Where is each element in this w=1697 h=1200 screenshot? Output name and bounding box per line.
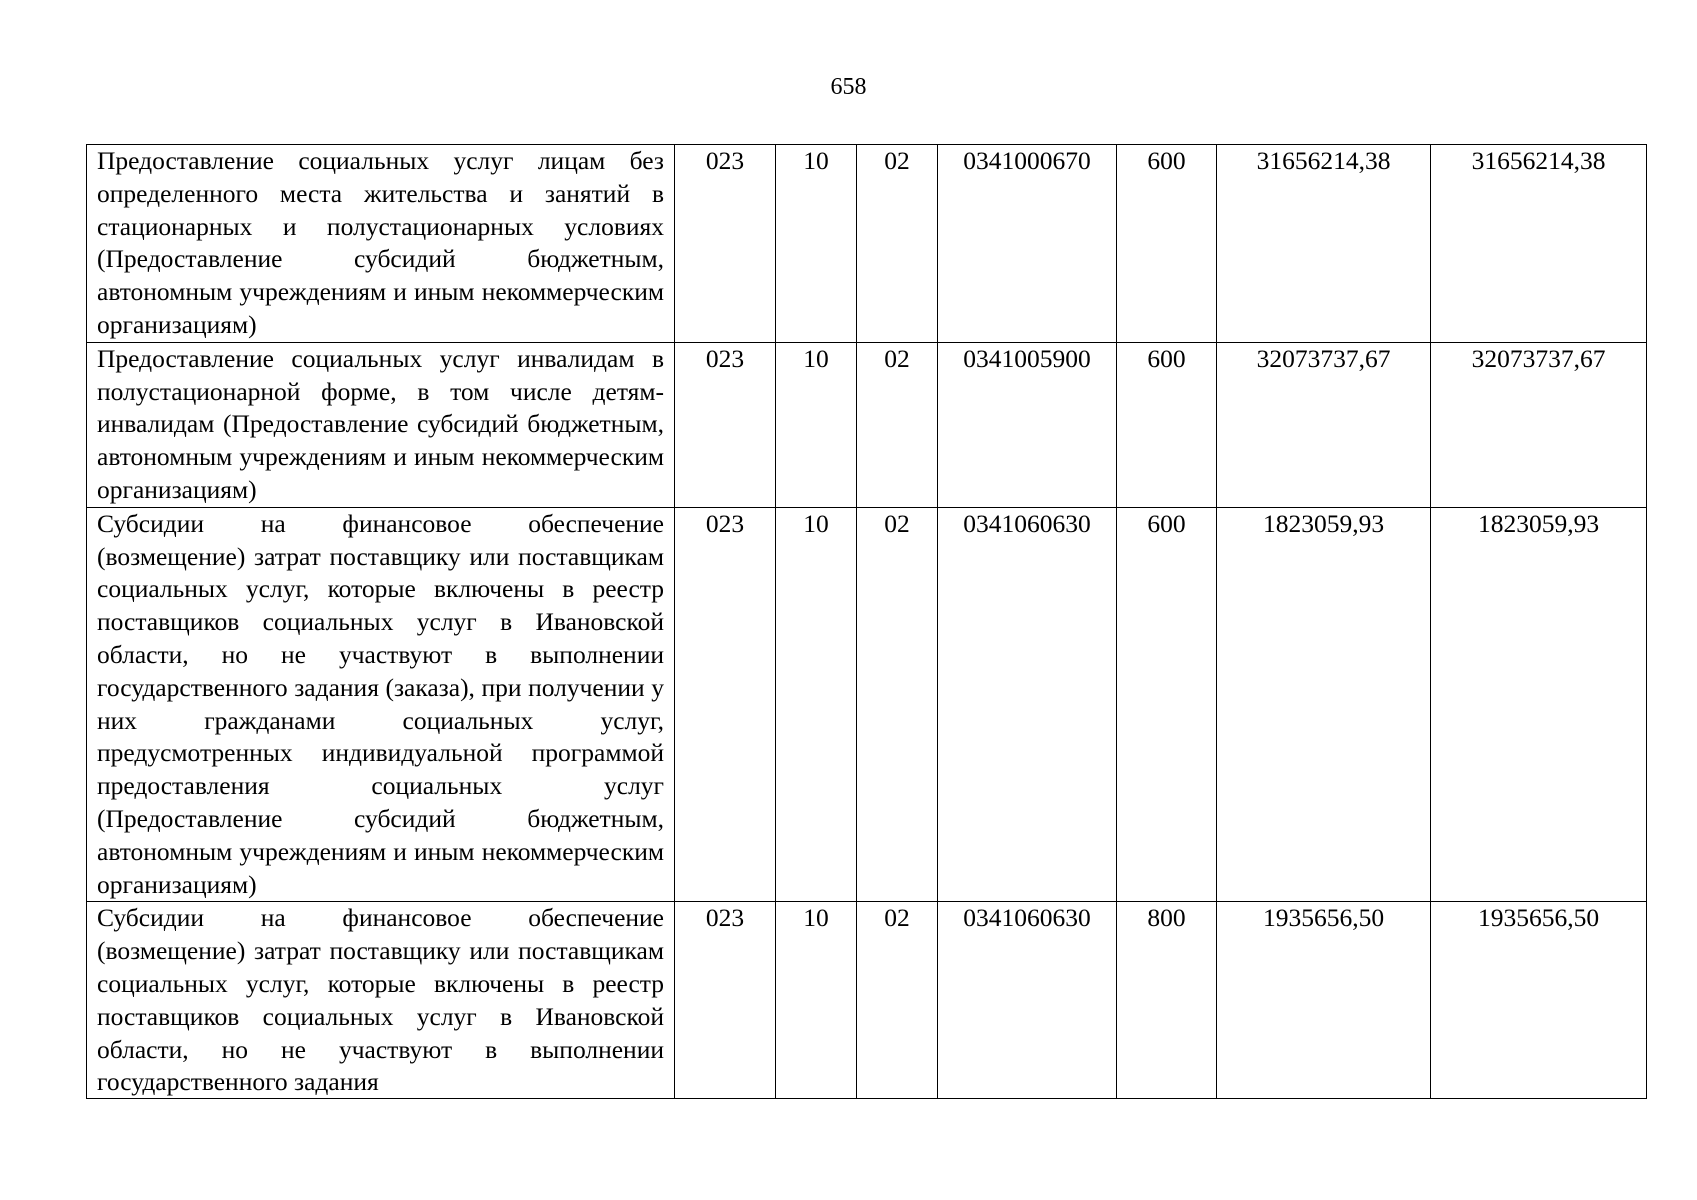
description-text: Предоставление социальных услуг лицам без определенного места жительства и занятий в стационарных и полустационарных условиях (Предоставление субсидий бюджетным, автономным учреждениям и иным некоммерческим организациям) — [97, 146, 664, 339]
ministry-code-text: 023 — [705, 146, 745, 175]
table-row — [87, 145, 1647, 343]
target-article-cell — [938, 145, 1117, 343]
amount-1-cell — [1217, 145, 1431, 343]
subsection-code-text: 02 — [884, 903, 910, 933]
ministry-code-cell — [675, 902, 776, 1099]
ministry-code-text: 023 — [705, 343, 745, 373]
amount-1-cell — [1217, 507, 1431, 902]
amount-1-text: 32073737,67 — [1256, 343, 1391, 373]
subsection-code-text: 02 — [884, 508, 910, 538]
amount-2-text: 31656214,38 — [1471, 146, 1606, 175]
section-code-text: 10 — [803, 508, 829, 538]
target-article-text: 0341060630 — [963, 508, 1091, 538]
table-row — [87, 902, 1647, 1099]
amount-2-cell — [1431, 902, 1647, 1099]
expense-type-text: 600 — [1147, 343, 1186, 373]
budget-table — [86, 144, 1647, 1099]
subsection-code-cell — [857, 507, 938, 902]
expense-type-cell — [1117, 342, 1217, 507]
section-code-text: 10 — [803, 903, 829, 933]
subsection-code-cell — [857, 342, 938, 507]
amount-1-text: 1935656,50 — [1262, 903, 1385, 933]
description-cell — [87, 507, 675, 902]
amount-1-cell — [1217, 902, 1431, 1099]
expense-type-cell — [1117, 507, 1217, 902]
section-code-cell — [776, 507, 857, 902]
amount-1-cell — [1217, 342, 1431, 507]
ministry-code-cell — [675, 507, 776, 902]
expense-type-text: 600 — [1147, 146, 1186, 175]
ministry-code-cell — [675, 342, 776, 507]
section-code-cell — [776, 902, 857, 1099]
amount-1-text: 31656214,38 — [1256, 146, 1391, 175]
amount-2-text: 1935656,50 — [1477, 903, 1600, 933]
subsection-code-cell — [857, 902, 938, 1099]
description-cell — [87, 902, 675, 1099]
subsection-code-text: 02 — [884, 343, 910, 373]
table-row — [87, 342, 1647, 507]
expense-type-cell — [1117, 902, 1217, 1099]
target-article-text: 0341005900 — [963, 343, 1091, 373]
amount-1-text: 1823059,93 — [1262, 508, 1385, 538]
amount-2-text: 32073737,67 — [1471, 343, 1606, 373]
page-number: 658 — [830, 74, 867, 100]
ministry-code-text: 023 — [705, 903, 745, 933]
ministry-code-cell — [675, 145, 776, 343]
section-code-text: 10 — [803, 343, 829, 373]
description-text: Субсидии на финансовое обеспечение (возмещение) затрат поставщику или поставщикам социальных услуг, которые включены в реестр поставщиков социальных услуг в Ивановской области, но не участвуют в выполнении государственного задания — [97, 903, 664, 1097]
subsection-code-text: 02 — [884, 146, 910, 175]
description-text: Предоставление социальных услуг инвалидам в полустационарной форме, в том числе детям-инвалидам (Предоставление субсидий бюджетным, автономным учреждениям и иным некоммерческим организациям) — [97, 343, 664, 504]
target-article-cell — [938, 507, 1117, 902]
expense-type-text: 800 — [1147, 903, 1186, 933]
expense-type-cell — [1117, 145, 1217, 343]
target-article-text: 0341000670 — [963, 146, 1091, 175]
subsection-code-cell — [857, 145, 938, 343]
amount-2-cell — [1431, 145, 1647, 343]
expense-type-text: 600 — [1147, 508, 1186, 538]
target-article-cell — [938, 342, 1117, 507]
amount-2-cell — [1431, 507, 1647, 902]
description-cell — [87, 342, 675, 507]
table-row — [87, 507, 1647, 902]
section-code-cell — [776, 342, 857, 507]
target-article-text: 0341060630 — [963, 903, 1091, 933]
description-text: Субсидии на финансовое обеспечение (возмещение) затрат поставщику или поставщикам социальных услуг, которые включены в реестр поставщиков социальных услуг в Ивановской области, но не участвуют в выполнении государственного задания (заказа), при получении у них гражданами социальных услуг, предусмотренных индивидуальной программой предоставления социальных услуг (Предоставление субсидий бюджетным, автономным учреждениям и иным некоммерческим организациям) — [97, 508, 664, 899]
section-code-cell — [776, 145, 857, 343]
target-article-cell — [938, 902, 1117, 1099]
amount-2-text: 1823059,93 — [1477, 508, 1600, 538]
amount-2-cell — [1431, 342, 1647, 507]
section-code-text: 10 — [803, 146, 829, 175]
ministry-code-text: 023 — [705, 508, 745, 538]
description-cell — [87, 145, 675, 343]
